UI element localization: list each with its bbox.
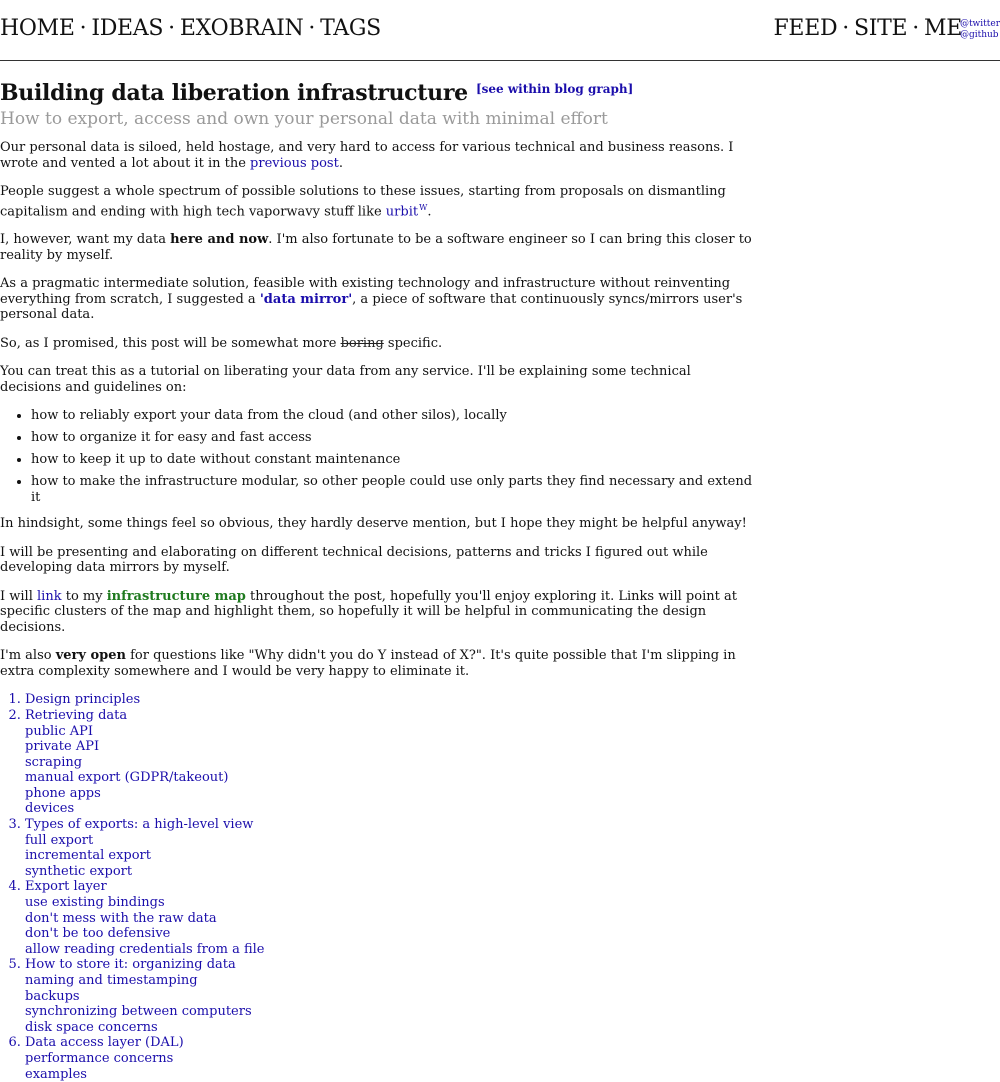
toc-sublink[interactable]: synchronizing between computers (25, 1004, 252, 1020)
toc-sublink[interactable]: performance concerns (25, 1050, 174, 1066)
bold-text: very open (55, 648, 126, 664)
toc-link[interactable]: Types of exports: a high-level view (25, 817, 254, 833)
toc-sublink[interactable]: scraping (25, 754, 83, 770)
text: for questions like "Why didn't you do Y instead of X?". It's quite possible that I'm slipping in extra complexity somewhere and I would be very happy to eliminate it. (0, 648, 736, 679)
paragraph-tutorial: You can treat this as a tutorial on liberating your data from any service. I'll be explaining some technical decisions and guidelines on: (0, 364, 691, 395)
text: to my (61, 588, 107, 604)
paragraph-hindsight: In hindsight, some things feel so obvious, they hardly deserve mention, but I hope they might be helpful anyway! (0, 516, 747, 532)
toc-section (25, 817, 752, 879)
toc-link[interactable]: How to store it: organizing data (25, 957, 236, 973)
nav-left (0, 16, 381, 41)
toc-sublink[interactable]: manual export (GDPR/takeout) (25, 770, 229, 786)
toc-sublink[interactable]: allow reading credentials from a file (25, 941, 265, 957)
toc-sublink[interactable]: use existing bindings (25, 895, 165, 911)
paragraph-solutions (0, 184, 752, 219)
list-item: • how to organize it for easy and fast access (31, 430, 752, 446)
text: . (427, 203, 432, 219)
toc-sublink[interactable]: private API (25, 739, 100, 755)
nav-separator: · (168, 16, 175, 41)
text: . (338, 155, 343, 171)
wikipedia-icon[interactable]: W (419, 202, 428, 212)
page-subtitle: How to export, access and own your personal data with minimal effort (0, 109, 608, 129)
toc-section (25, 692, 752, 708)
nav-right (773, 16, 962, 41)
toc-sublink[interactable]: phone apps (25, 785, 101, 801)
toc-sublink[interactable]: synthetic export (25, 863, 133, 879)
text: As a pragmatic intermediate solution, feasible with existing technology and infrastructure without reinventing everything from scratch, I suggested a (0, 276, 731, 307)
toc-link[interactable]: Data access layer (DAL) (25, 1035, 184, 1051)
text: So, as I promised, this post will be somewhat more (0, 335, 341, 351)
infrastructure-map-link[interactable]: infrastructure map (106, 588, 246, 604)
link-link[interactable]: link (37, 588, 62, 604)
toc-sublink[interactable]: public API (25, 723, 94, 739)
nav-exobrain-link[interactable]: EXOBRAIN (179, 16, 304, 41)
toc-sublink[interactable]: full export (25, 832, 94, 848)
list-item: • how to reliably export your data from the cloud (and other silos), locally (31, 408, 752, 424)
paragraph-presenting: I will be presenting and elaborating on different technical decisions, patterns and tricks I figured out while developing data mirrors by myself. (0, 544, 708, 576)
blog-graph-link[interactable]: [see within blog graph] (475, 82, 634, 96)
toc-link[interactable]: Export layer (25, 879, 107, 895)
paragraph-here-and-now (0, 232, 752, 263)
text: I'm also (0, 648, 56, 664)
toc-sublink[interactable]: disk space concerns (25, 1019, 158, 1035)
toc-link[interactable]: Design principles (25, 692, 141, 708)
strikethrough-text: boring (340, 335, 384, 351)
nav-home-link[interactable]: HOME (0, 16, 75, 41)
table-of-contents (0, 692, 752, 1082)
social-links (960, 19, 1000, 41)
toc-section (25, 879, 752, 957)
urbit-link[interactable]: urbit (385, 203, 419, 219)
twitter-link[interactable]: @twitter (959, 19, 1000, 29)
text: People suggest a whole spectrum of possible solutions to these issues, starting from proposals on dismantling capitalism and ending with high tech vaporwavy stuff like (0, 184, 726, 219)
text: I will (0, 588, 38, 604)
github-link[interactable]: @github (959, 30, 999, 40)
toc-link[interactable]: Retrieving data (25, 707, 128, 723)
toc-section (25, 1035, 752, 1082)
toc-sublink[interactable]: devices (25, 801, 75, 817)
nav-ideas-link[interactable]: IDEAS (91, 16, 164, 41)
toc-sublink[interactable]: incremental export (25, 848, 151, 864)
nav-separator: · (842, 16, 849, 41)
data-mirror-link[interactable]: 'data mirror' (259, 291, 353, 307)
toc-sublink[interactable]: don't be too defensive (25, 926, 171, 942)
nav-separator: · (912, 16, 919, 41)
previous-post-link[interactable]: previous post (250, 155, 339, 171)
text: . I'm also fortunate to be a software engineer so I can bring this closer to reality by myself. (0, 232, 752, 263)
text: Our personal data is siloed, held hostage, and very hard to access for various technical and business reasons. I wrote and vented a lot about it in the (0, 140, 734, 171)
toc-sublink[interactable]: naming and timestamping (25, 973, 198, 989)
toc-sublink[interactable]: backups (25, 988, 80, 1004)
nav-me-link[interactable]: ME (924, 16, 962, 41)
guidelines-list (0, 408, 752, 505)
toc-sublink[interactable]: don't mess with the raw data (25, 910, 217, 926)
list-item: • how to keep it up to date without constant maintenance (31, 452, 752, 468)
text: throughout the post, hopefully you'll enjoy exploring it. Links will point at specific clusters of the map and highlight them, so hopefully it will be helpful in communicating the design decisions. (0, 588, 737, 635)
toc-section (25, 708, 752, 817)
text: specific. (383, 335, 443, 351)
nav-tags-link[interactable]: TAGS (320, 16, 381, 41)
article (0, 78, 752, 1082)
nav-separator: · (308, 16, 316, 41)
title-row (0, 78, 752, 108)
top-navigation (0, 0, 1000, 61)
paragraph-questions (0, 648, 752, 679)
toc-sublink[interactable]: examples (25, 1066, 87, 1082)
paragraph-promise (0, 336, 752, 352)
nav-feed-link[interactable]: FEED (773, 16, 838, 41)
text: I, however, want my data (0, 232, 171, 248)
paragraph-intro (0, 140, 752, 171)
toc-section (25, 957, 752, 1035)
nav-site-link[interactable]: SITE (854, 16, 908, 41)
list-item: • how to make the infrastructure modular, so other people could use only parts they find necessary and extend it (31, 474, 752, 505)
nav-separator: · (79, 16, 87, 41)
text: , a piece of software that continuously syncs/mirrors user's personal data. (0, 291, 743, 323)
paragraph-data-mirror (0, 276, 752, 323)
page-title: Building data liberation infrastructure (0, 80, 468, 106)
paragraph-infrastructure-map (0, 589, 752, 636)
bold-text: here and now (170, 232, 269, 248)
